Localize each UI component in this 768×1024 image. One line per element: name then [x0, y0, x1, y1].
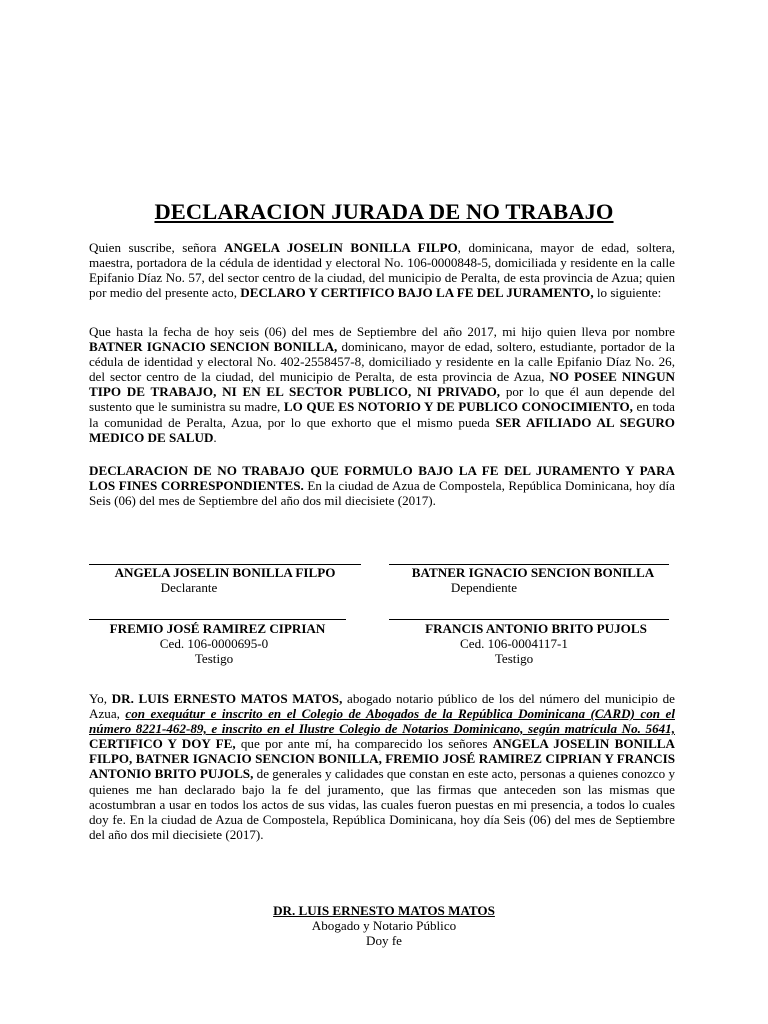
notary-name-bold: DR. LUIS ERNESTO MATOS MATOS, — [111, 691, 343, 706]
declarant-name-bold: ANGELA JOSELIN BONILLA FILPO — [224, 240, 458, 255]
public-knowledge-bold: LO QUE ES NOTORIO Y DE PUBLICO CONOCIMIENTO, — [283, 399, 633, 415]
text-run: Yo, — [89, 691, 112, 706]
appearing-parties-bold: ANGELA JOSELIN BONILLA FILPO, BATNER IGNACIO SENCION BONILLA, FREMIO JOSÉ RAMIREZ CIPRIAN Y FRANCIS ANTONIO BRITO PUJOLS, — [89, 736, 675, 782]
text-run: de generales y calidades que constan en este acto, personas a quienes conozco y quienes me han declarado bajo la fe del juramento, que las firmas que anteceden son las mismas que acostumbran a usar en todos los actos de sus vidas, las cuales fueron puestas en mi presencia, a todos lo cuales doy fe. En la ciudad de Azua de Compostela, República Dominicana, hoy día Seis (06) del mes de Septiembre del año dos mil diecisiete (2017). — [89, 766, 675, 842]
witness2-id: Ced. 106-0004117-1 — [460, 636, 568, 651]
document-title: DECLARACION JURADA DE NO TRABAJO — [154, 199, 614, 224]
dependent-role: Dependiente — [450, 580, 518, 595]
notary-signature-name: DR. LUIS ERNESTO MATOS MATOS — [273, 903, 495, 918]
text-run: . — [213, 429, 217, 445]
closing-paragraph — [89, 463, 675, 508]
text-run: abogado notario público de los del número del municipio de Azua, — [89, 691, 675, 722]
text-run: , dominicana, mayor de edad, soltera, maestra, portadora de la cédula de identidad y electoral No. 106-0000848-5, domiciliada y residente en la calle Epifanio Díaz No. 57, del sector centro de la ciudad, del municipio de Peralta, de esta provincia de Azua; quien por medio del presente acto, — [89, 240, 675, 301]
text-run: Que hasta la fecha de hoy seis (06) del mes de Septiembre del año 2017, mi hijo quien lleva por nombre — [89, 324, 675, 339]
notary-credentials-underlined: con exequátur e inscrito en el Colegio de Abogados de la República Dominicana (CARD) con el número 8221-462-89, e inscrito en el Ilustre Colegio de Notarios Dominicano, según matrícula No. 5641, — [89, 706, 675, 737]
text-run: Quien suscribe, señora — [89, 240, 224, 255]
notary-title: Abogado y Notario Público — [311, 918, 457, 933]
witness1-role: Testigo — [194, 651, 234, 666]
declaration-statement-bold: DECLARO Y CERTIFICO BAJO LA FE DEL JURAMENTO, — [240, 285, 594, 301]
notary-signature-block — [0, 903, 768, 948]
witness1-id: Ced. 106-0000695-0 — [159, 636, 269, 651]
closing-statement-bold: DECLARACION DE NO TRABAJO QUE FORMULO BAJO LA FE DEL JURAMENTO Y PARA LOS FINES CORRESPONDIENTES. — [89, 463, 675, 494]
certification-bold: CERTIFICO Y DOY FE, — [89, 736, 236, 752]
no-work-statement-bold: NO POSEE NINGUN TIPO DE TRABAJO, NI EN EL SECTOR PUBLICO, NI PRIVADO, — [89, 369, 675, 400]
dependent-name-bold: BATNER IGNACIO SENCION BONILLA, — [89, 339, 338, 355]
notary-closing: Doy fe — [366, 933, 402, 948]
witness2-role: Testigo — [494, 651, 534, 666]
text-run: En la ciudad de Azua de Compostela, República Dominicana, hoy día Seis (06) del mes de Septiembre del año dos mil diecisiete (2017). — [89, 478, 675, 509]
text-run: por lo que él aun depende del sustento que le suministra su madre, — [89, 384, 675, 415]
declarant-signature-name: ANGELA JOSELIN BONILLA FILPO — [114, 565, 336, 580]
statement-paragraph — [89, 324, 675, 445]
text-run: en toda la comunidad de Peralta, Azua, por lo que exhorto que el mismo pueda — [89, 399, 675, 430]
witness2-signature-name: FRANCIS ANTONIO BRITO PUJOLS — [425, 621, 647, 636]
text-run: que por ante mí, ha comparecido los señores — [235, 736, 493, 752]
dependent-signature-name: BATNER IGNACIO SENCION BONILLA — [411, 565, 655, 580]
witness1-signature-line — [89, 619, 346, 620]
witness2-signature-line — [389, 619, 669, 620]
insurance-request-bold: SER AFILIADO AL SEGURO MEDICO DE SALUD — [89, 414, 675, 445]
witness1-signature-name: FREMIO JOSÉ RAMIREZ CIPRIAN — [109, 621, 326, 636]
declaration-paragraph — [89, 240, 675, 300]
text-run: dominicano, mayor de edad, soltero, estudiante, portador de la cédula de identidad y electoral No. 402-2558457-8, domiciliado y residente en la calle Epifanio Díaz No. 26, del sector centro de la ciudad, del municipio de Peralta, de esta provincia de Azua, — [89, 339, 675, 385]
notary-certification-paragraph — [89, 691, 675, 842]
text-run: lo siguiente: — [593, 285, 662, 301]
declarant-role: Declarante — [160, 580, 218, 595]
